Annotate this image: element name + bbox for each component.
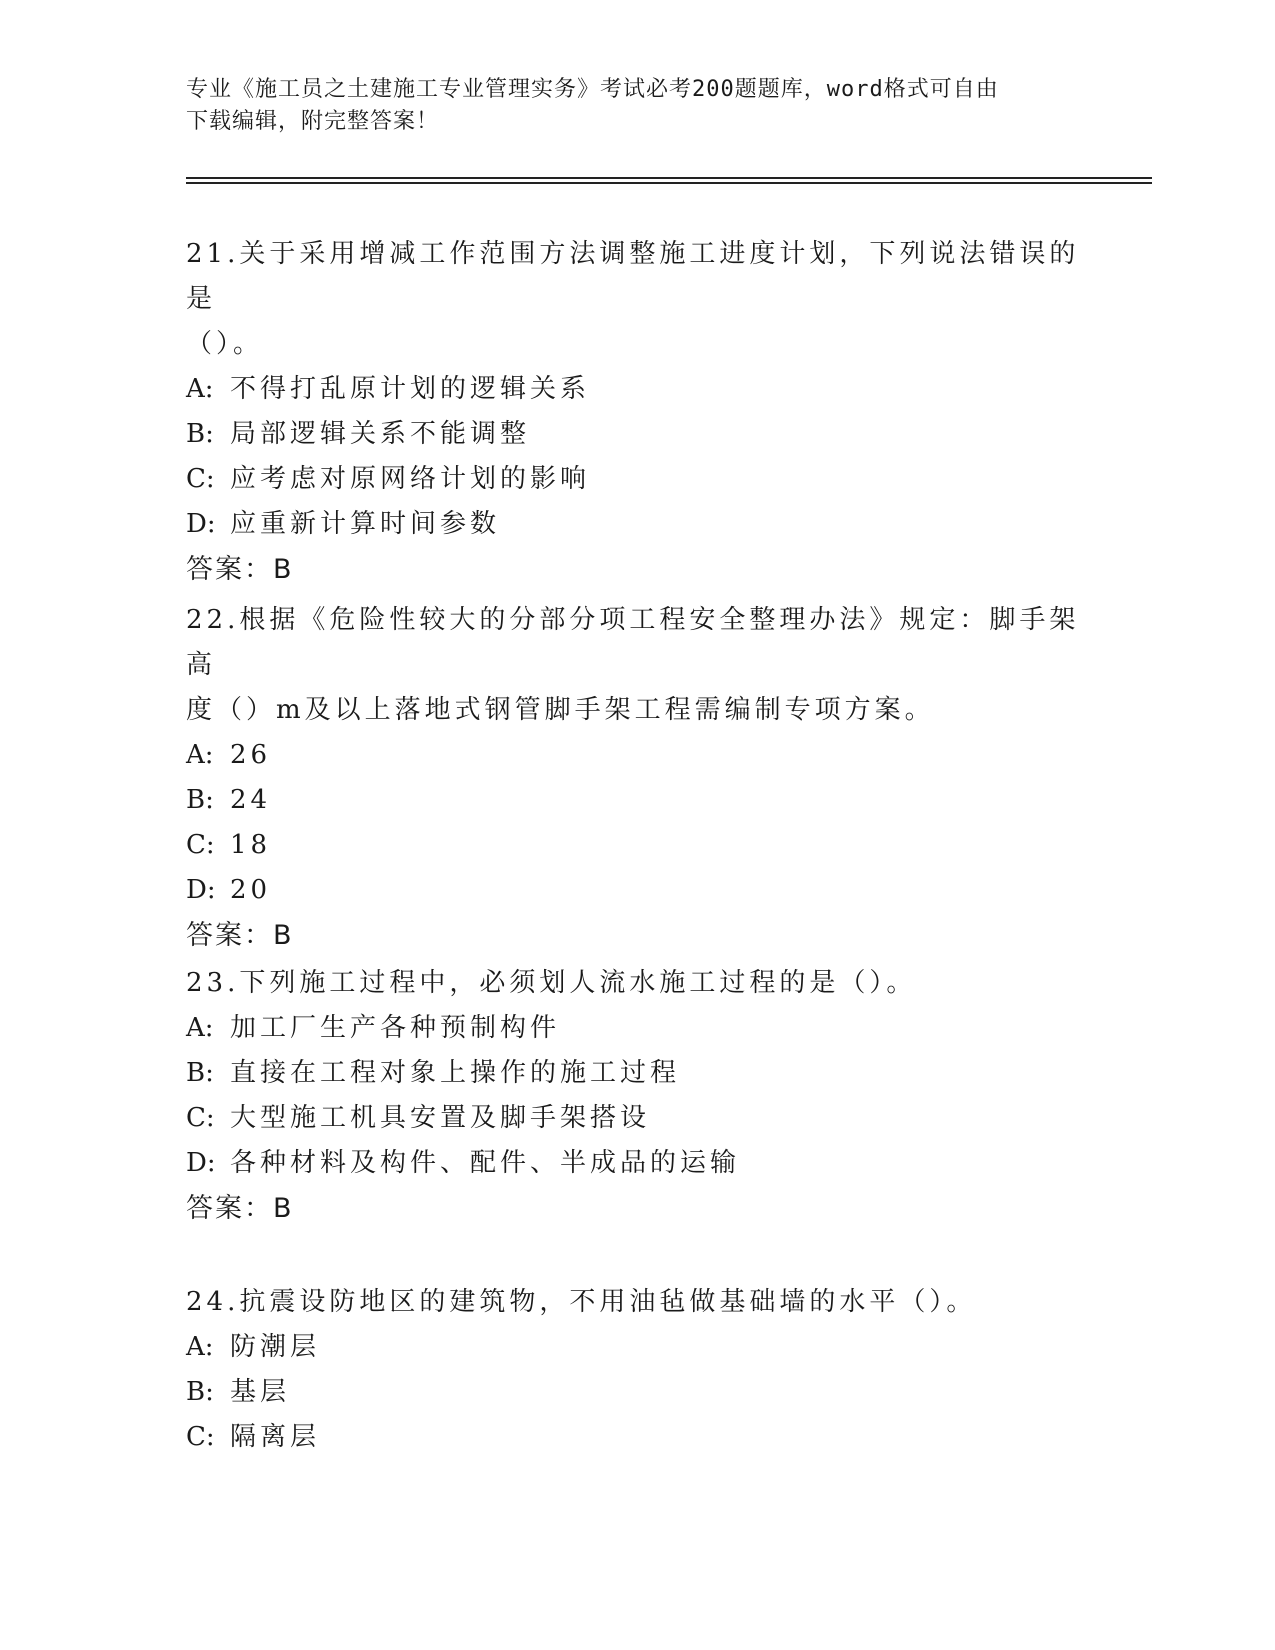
option-text: 24: [230, 785, 272, 815]
option-text: 直接在工程对象上操作的施工过程: [230, 1058, 681, 1088]
answer-line: 答案：B: [186, 920, 294, 951]
header-line-1: 专业《施工员之土建施工专业管理实务》考试必考200题题库，word格式可自由: [186, 77, 999, 102]
option-a: [186, 1325, 976, 1370]
option-label: D:: [186, 875, 216, 905]
option-b: [186, 1370, 976, 1415]
option-text: 20: [230, 875, 272, 905]
question-stem: [186, 961, 916, 1006]
option-label: B:: [186, 785, 214, 815]
option-label: C:: [186, 1422, 215, 1452]
option-label: C:: [186, 1103, 215, 1133]
option-b: [186, 778, 1086, 823]
option-text: 局部逻辑关系不能调整: [230, 419, 531, 449]
option-label: C:: [186, 464, 215, 494]
option-text: 26: [230, 740, 272, 770]
option-b: [186, 1051, 916, 1096]
option-a: [186, 733, 1086, 778]
answer-line: 答案：B: [186, 554, 294, 585]
option-label: A:: [186, 1013, 214, 1043]
question-stem: [186, 598, 1086, 733]
question-stem: [186, 232, 1086, 367]
option-d: [186, 1141, 916, 1186]
option-text: 加工厂生产各种预制构件: [230, 1013, 561, 1043]
question-24: [186, 1280, 976, 1460]
option-d: [186, 868, 1086, 913]
option-a: [186, 367, 1086, 412]
option-label: D:: [186, 509, 216, 539]
option-c: [186, 823, 1086, 868]
question-21: [186, 232, 1086, 593]
option-text: 隔离层: [230, 1422, 321, 1452]
option-text: 基层: [230, 1377, 291, 1407]
header-line-2: 下载编辑，附完整答案！: [186, 109, 440, 134]
option-label: B:: [186, 1058, 214, 1088]
question-stem-line-1: 22.根据《危险性较大的分部分项工程安全整理办法》规定：脚手架高: [186, 605, 1080, 680]
option-c: [186, 457, 1086, 502]
question-22: [186, 598, 1086, 959]
option-text: 应重新计算时间参数: [230, 509, 501, 539]
question-stem-line-1: 23.下列施工过程中，必须划人流水施工过程的是（）。: [186, 968, 917, 998]
option-d: [186, 502, 1086, 547]
option-label: A:: [186, 374, 214, 404]
question-stem-line-1: 21.关于采用增减工作范围方法调整施工进度计划，下列说法错误的是: [186, 239, 1080, 314]
question-stem-line-1: 24.抗震设防地区的建筑物，不用油毡做基础墙的水平（）。: [186, 1287, 977, 1317]
option-c: [186, 1096, 916, 1141]
option-label: B:: [186, 1377, 214, 1407]
question-stem-line-2: 度（）m及以上落地式钢管脚手架工程需编制专项方案。: [186, 695, 935, 725]
option-text: 应考虑对原网络计划的影响: [230, 464, 591, 494]
option-c: [186, 1415, 976, 1460]
header-divider-bottom: [186, 182, 1152, 184]
document-header: [186, 74, 1066, 138]
option-a: [186, 1006, 916, 1051]
option-text: 各种材料及构件、配件、半成品的运输: [230, 1148, 741, 1178]
option-text: 大型施工机具安置及脚手架搭设: [230, 1103, 651, 1133]
option-label: B:: [186, 419, 214, 449]
option-label: C:: [186, 830, 215, 860]
option-label: D:: [186, 1148, 216, 1178]
option-text: 不得打乱原计划的逻辑关系: [230, 374, 591, 404]
option-text: 18: [230, 830, 272, 860]
option-label: A:: [186, 1332, 214, 1362]
answer-line: 答案：B: [186, 1193, 294, 1224]
question-stem-line-2: （）。: [186, 329, 264, 359]
option-b: [186, 412, 1086, 457]
header-divider-top: [186, 177, 1152, 179]
question-stem: [186, 1280, 976, 1325]
question-23: [186, 961, 916, 1232]
option-label: A:: [186, 740, 214, 770]
option-text: 防潮层: [230, 1332, 321, 1362]
